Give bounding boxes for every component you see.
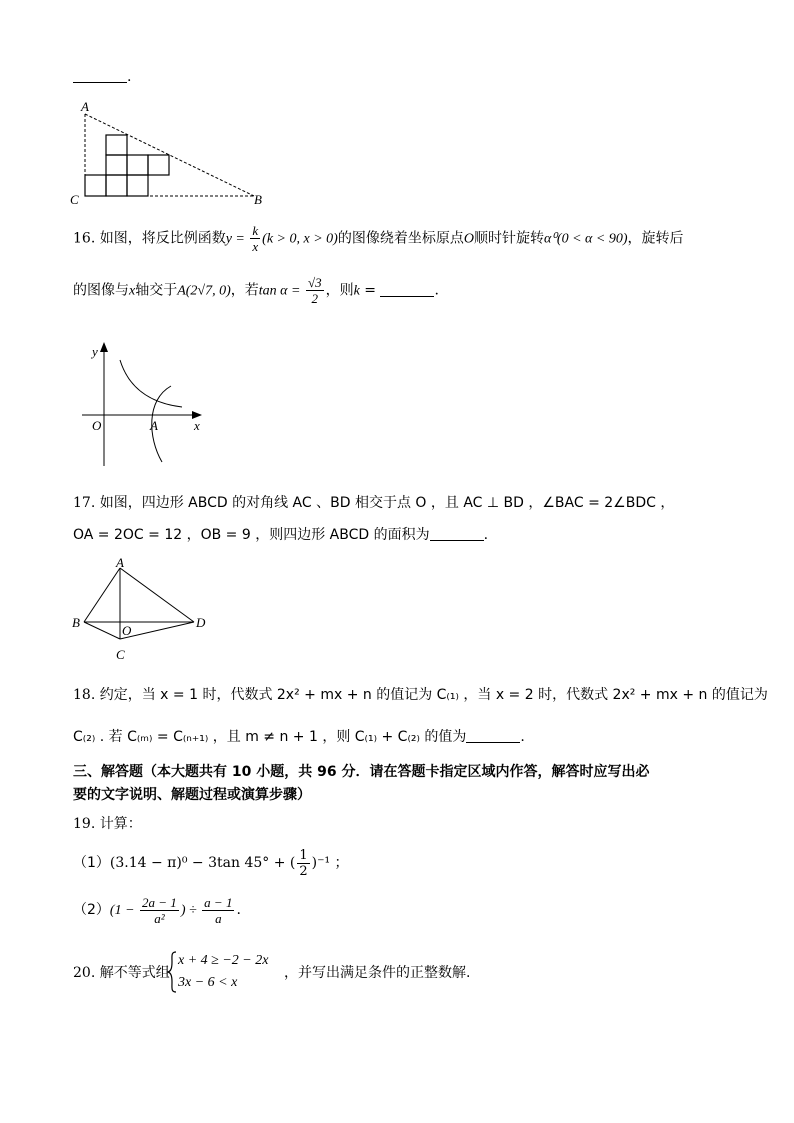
label-y: y <box>92 344 98 359</box>
q18-text-1: 约定，当 x = 1 时，代数式 2x² + mx + n 的值记为 C₍₁₎ ，当 x = 2 时，代数式 2x² + mx + n 的值记为 <box>99 687 768 703</box>
question-16-line-2 <box>73 275 439 306</box>
q16-text-h: ，则 <box>325 282 354 299</box>
y-axis-arrow <box>100 342 108 352</box>
q16-range: (0 < α < 90) <box>556 231 628 247</box>
q19-one-half <box>297 848 309 879</box>
question-16-line-1 <box>73 223 684 254</box>
q19-p1-label: （1） <box>73 855 110 871</box>
q16-text-c: 顺时针旋转 <box>473 230 544 247</box>
q16-text-a: 如图，将反比例函数 <box>99 230 226 247</box>
q17-tail: . <box>483 527 489 543</box>
section-3-heading-line-1: 三、解答题（本大题共有 10 小题，共 96 分．请在答题卡指定区域内作答，解答时应写出必 <box>73 764 650 780</box>
frac-numerator: k <box>252 223 259 238</box>
label-a: A <box>81 99 89 114</box>
figure-16-hyperbola <box>76 338 216 470</box>
q16-sqrt3-over-2 <box>306 275 324 306</box>
q16-tan: tan α = <box>258 283 304 299</box>
q16-text-b: 的图像绕着坐标原点 <box>337 230 464 247</box>
q16-condition: (k > 0, x > 0) <box>262 231 338 247</box>
q17-number: 17. <box>73 495 96 511</box>
label-b: B <box>72 615 80 630</box>
question-19-title <box>73 815 142 833</box>
question-20-lead <box>73 964 170 982</box>
question-17-line-2 <box>73 526 488 544</box>
q16-k: k <box>353 283 360 299</box>
q20-number: 20. <box>73 965 96 981</box>
q19-p2-label: （2） <box>73 902 110 918</box>
top-tail: . <box>127 69 132 85</box>
label-x: x <box>194 418 200 433</box>
q16-x: x <box>129 283 136 299</box>
answer-blank-top <box>73 68 131 86</box>
answer-blank <box>380 283 434 297</box>
answer-blank <box>73 69 127 83</box>
frac-numerator: 2a − 1 <box>142 894 177 910</box>
question-19-part-1 <box>73 847 349 879</box>
q16-alpha: α⁰ <box>543 231 557 247</box>
frac-numerator: a − 1 <box>204 894 233 910</box>
q18-text-2: C₍₂₎ . 若 C₍ₘ₎ = C₍ₙ₊₁₎ ，且 m ≠ n + 1 ，则 C₍₁₎ + C₍₂₎ 的值为 <box>73 729 467 745</box>
frac-denominator: 2 <box>299 863 308 879</box>
frac-numerator: 1 <box>299 847 308 863</box>
frac-denominator: 2 <box>311 291 319 306</box>
q16-text-e: 的图像与 <box>73 282 129 299</box>
q18-number: 18. <box>73 687 96 703</box>
q19-p2-expr-b: ) ÷ <box>180 903 201 918</box>
side-ab <box>84 568 120 622</box>
q19-p2-expr-a: (1 − <box>109 903 139 918</box>
label-b: B <box>254 192 262 207</box>
question-18-line-2 <box>73 728 525 746</box>
frac-denominator: a <box>215 910 222 926</box>
original-curve <box>120 360 182 407</box>
q18-tail: . <box>520 729 525 745</box>
q19-frac-1 <box>140 895 179 926</box>
q16-text-d: ，旋转后 <box>627 230 684 247</box>
label-d: D <box>196 615 206 630</box>
unit-squares <box>85 135 169 196</box>
frac-denominator: x <box>252 239 259 254</box>
side-bc <box>84 622 120 639</box>
system-brace-icon <box>166 950 178 994</box>
question-17-line-1 <box>73 494 674 512</box>
q19-title-text: 计算： <box>99 816 142 832</box>
q16-origin: O <box>463 231 474 247</box>
figure-15-triangle-grid <box>68 98 268 208</box>
q19-frac-2 <box>202 895 234 926</box>
q17-text-1: 如图，四边形 ABCD 的对角线 AC 、BD 相交于点 O ，且 AC ⊥ BD ，∠BAC = 2∠BDC ， <box>99 495 675 511</box>
label-a: A <box>150 418 158 433</box>
figure-17-quadrilateral <box>70 557 220 665</box>
q16-number: 16. <box>73 230 96 247</box>
section-3-heading-line-2: 要的文字说明、解题过程或演算步骤） <box>73 787 311 803</box>
q16-text-f: 轴交于 <box>135 282 178 299</box>
q19-p1-expr-b: )⁻¹ ； <box>311 855 349 871</box>
q20-inequality-1: x + 4 ≥ −2 − 2x <box>178 953 269 968</box>
q16-point-a: A(2√7, 0) <box>177 283 231 299</box>
q20-inequality-2: 3x − 6 < x <box>178 975 238 990</box>
label-c: C <box>70 192 79 207</box>
question-18-line-1 <box>73 686 768 704</box>
q19-p2-tail: . <box>236 902 241 918</box>
q16-tail: . <box>434 282 439 299</box>
q19-number: 19. <box>73 816 96 832</box>
q16-func: y = <box>225 231 249 247</box>
q20-text-b: ，并写出满足条件的正整数解. <box>284 965 471 981</box>
frac-numerator: √3 <box>307 275 322 290</box>
q19-p1-expr-a: (3.14 − π)⁰ − 3tan 45° + ( <box>109 855 296 871</box>
label-o: O <box>92 418 102 433</box>
frac-denominator: a² <box>154 910 165 926</box>
answer-blank <box>466 729 520 743</box>
q20-text-a: 解不等式组 <box>99 965 170 981</box>
q16-equals: = <box>359 282 381 299</box>
q17-text-2: OA = 2OC = 12 ，OB = 9 ，则四边形 ABCD 的面积为 <box>73 527 430 543</box>
question-19-part-2 <box>73 893 241 928</box>
label-a: A <box>116 557 124 570</box>
label-o: O <box>122 623 132 638</box>
side-ad <box>120 568 194 622</box>
label-c: C <box>116 647 125 662</box>
q16-k-over-x <box>250 223 260 254</box>
answer-blank <box>430 527 484 541</box>
q16-text-g: ，若 <box>230 282 259 299</box>
